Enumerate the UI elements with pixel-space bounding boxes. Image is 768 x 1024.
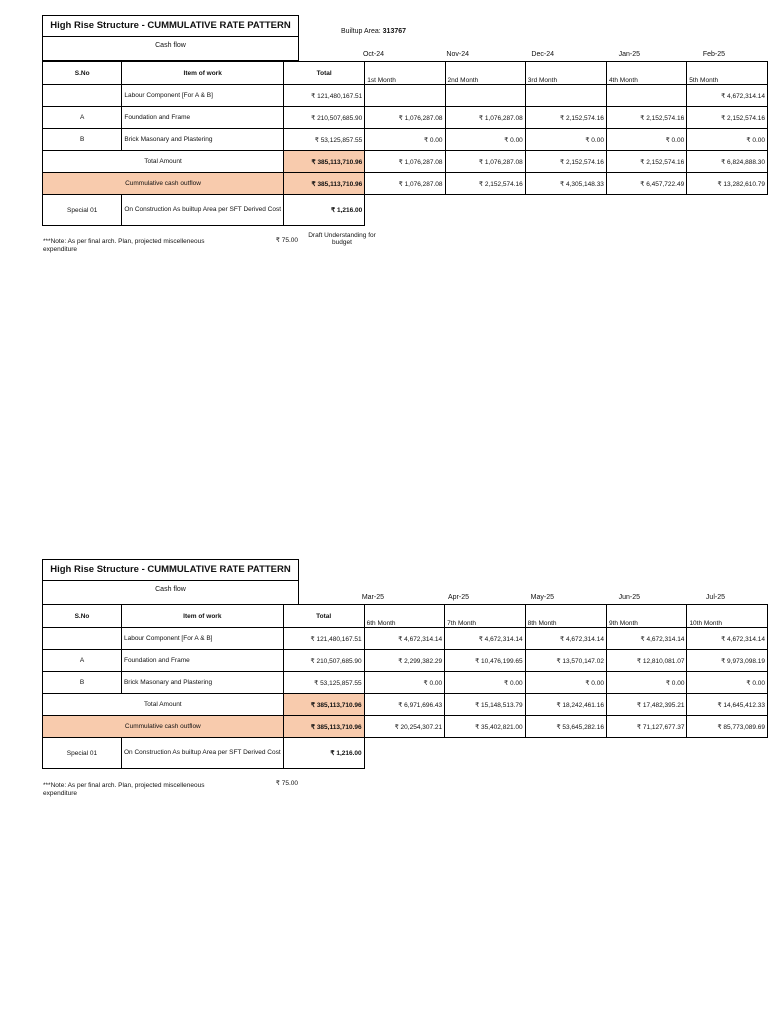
note-text: ***Note: As per final arch. Plan, projected miscelleneous expenditure xyxy=(43,782,205,797)
value-cell: ₹ 71,127,677.37 xyxy=(606,716,686,738)
month-label: 5th Month xyxy=(687,62,768,85)
builtup-value: 313767 xyxy=(382,28,407,35)
sno-cell: Special 01 xyxy=(43,738,122,769)
value-cell: ₹ 2,152,574.16 xyxy=(606,151,686,173)
sheet-title: High Rise Structure - CUMMULATIVE RATE PATTERN xyxy=(42,559,299,581)
value-cell: ₹ 6,457,722.49 xyxy=(606,173,686,195)
value-cell: ₹ 85,773,089.69 xyxy=(687,716,768,738)
value-cell: ₹ 0.00 xyxy=(364,672,444,694)
table-row xyxy=(43,628,768,650)
month-label: 4th Month xyxy=(606,62,686,85)
item-cell: Foundation and Frame xyxy=(121,650,283,672)
month-label: 10th Month xyxy=(687,605,768,628)
sno-cell: A xyxy=(43,650,122,672)
cumulative-label: Cummulative cash outflow xyxy=(43,173,284,195)
month-date: Apr-25 xyxy=(447,594,469,601)
value-cell: ₹ 1,076,287.08 xyxy=(445,107,525,129)
month-date: Jun-25 xyxy=(618,594,640,601)
value-cell: ₹ 1,076,287.08 xyxy=(365,151,445,173)
month-label: 1st Month xyxy=(365,62,445,85)
value-cell: ₹ 0.00 xyxy=(687,129,768,151)
value-cell: ₹ 15,148,513.79 xyxy=(445,694,525,716)
month-date: Nov-24 xyxy=(446,51,469,58)
value-cell xyxy=(525,85,606,107)
value-cell: ₹ 2,152,574.16 xyxy=(525,107,606,129)
value-cell: ₹ 0.00 xyxy=(687,672,768,694)
value-cell: ₹ 2,152,574.16 xyxy=(445,173,525,195)
note-amount: ₹ 75.00 xyxy=(275,237,298,244)
value-cell: ₹ 53,645,282.16 xyxy=(525,716,606,738)
sno-cell: A xyxy=(43,107,122,129)
cashflow-table xyxy=(42,604,768,769)
value-cell: ₹ 4,672,314.14 xyxy=(687,85,768,107)
month-date: Mar-25 xyxy=(361,594,384,601)
total-cell: ₹ 53,125,857.55 xyxy=(283,672,364,694)
sno-header: S.No xyxy=(43,62,122,85)
total-amount-label: Total Amount xyxy=(43,151,284,173)
value-cell: ₹ 17,482,395.21 xyxy=(606,694,686,716)
cumulative-row xyxy=(43,173,768,195)
value-cell: ₹ 0.00 xyxy=(445,672,525,694)
special-row xyxy=(43,738,768,769)
item-cell: On Construction As builtup Area per SFT Derived Cost xyxy=(122,195,284,226)
value-cell: ₹ 13,282,610.79 xyxy=(687,173,768,195)
value-cell: ₹ 35,402,821.00 xyxy=(445,716,525,738)
month-date: Feb-25 xyxy=(702,51,725,58)
month-date: May-25 xyxy=(530,594,554,601)
value-cell: ₹ 1,076,287.08 xyxy=(365,107,445,129)
sno-cell xyxy=(43,85,122,107)
month-label: 9th Month xyxy=(606,605,686,628)
cashflow-label: Cash flow xyxy=(42,581,299,605)
item-header: Item of work xyxy=(122,62,284,85)
value-cell: ₹ 13,570,147.02 xyxy=(525,650,606,672)
note-text: ***Note: As per final arch. Plan, projected miscelleneous expenditure xyxy=(43,238,205,253)
total-cell: ₹ 1,216.00 xyxy=(283,738,364,769)
total-cell: ₹ 1,216.00 xyxy=(284,195,365,226)
value-cell: ₹ 4,672,314.14 xyxy=(606,628,686,650)
total-cell: ₹ 210,507,685.90 xyxy=(284,107,365,129)
sno-cell: Special 01 xyxy=(43,195,122,226)
blank-area xyxy=(365,195,768,226)
value-cell: ₹ 4,672,314.14 xyxy=(687,628,768,650)
value-cell: ₹ 0.00 xyxy=(606,672,686,694)
table-row xyxy=(43,650,768,672)
value-cell xyxy=(445,85,525,107)
month-date: Oct-24 xyxy=(362,51,384,58)
value-cell: ₹ 12,810,081.07 xyxy=(606,650,686,672)
item-cell: Labour Component [For A & B] xyxy=(122,85,284,107)
sno-cell: B xyxy=(43,672,122,694)
total-cell: ₹ 385,113,710.96 xyxy=(283,716,364,738)
table-row xyxy=(43,107,768,129)
cumulative-row xyxy=(43,716,768,738)
month-label: 3rd Month xyxy=(525,62,606,85)
special-row xyxy=(43,195,768,226)
draft-note: Draft Understanding for budget xyxy=(308,232,376,246)
value-cell: ₹ 4,672,314.14 xyxy=(364,628,444,650)
total-cell: ₹ 121,480,167.51 xyxy=(284,85,365,107)
month-label: 2nd Month xyxy=(445,62,525,85)
total-cell: ₹ 210,507,685.90 xyxy=(283,650,364,672)
value-cell: ₹ 14,645,412.33 xyxy=(687,694,768,716)
table-row xyxy=(43,85,768,107)
cashflow-table xyxy=(42,61,768,226)
month-date: Dec-24 xyxy=(531,51,554,58)
value-cell: ₹ 18,242,461.16 xyxy=(525,694,606,716)
total-cell: ₹ 385,113,710.96 xyxy=(283,694,364,716)
value-cell xyxy=(365,85,445,107)
builtup-area xyxy=(341,28,406,35)
value-cell: ₹ 6,971,696.43 xyxy=(364,694,444,716)
value-cell: ₹ 2,152,574.16 xyxy=(687,107,768,129)
total-header: Total xyxy=(284,62,365,85)
sheet-title: High Rise Structure - CUMMULATIVE RATE PATTERN xyxy=(42,15,299,37)
value-cell: ₹ 0.00 xyxy=(445,129,525,151)
value-cell: ₹ 1,076,287.08 xyxy=(445,151,525,173)
total-cell: ₹ 53,125,857.55 xyxy=(284,129,365,151)
value-cell: ₹ 2,152,574.16 xyxy=(525,151,606,173)
table-row xyxy=(43,672,768,694)
header-row xyxy=(43,62,768,85)
value-cell: ₹ 4,305,148.33 xyxy=(525,173,606,195)
value-cell xyxy=(606,85,686,107)
value-cell: ₹ 0.00 xyxy=(525,129,606,151)
sno-header: S.No xyxy=(43,605,122,628)
item-cell: Labour Component [For A & B] xyxy=(121,628,283,650)
blank-area xyxy=(364,738,767,769)
sno-cell: B xyxy=(43,129,122,151)
total-cell: ₹ 385,113,710.96 xyxy=(284,151,365,173)
header-row xyxy=(43,605,768,628)
total-amount-row xyxy=(43,694,768,716)
value-cell: ₹ 20,254,307.21 xyxy=(364,716,444,738)
value-cell: ₹ 4,672,314.14 xyxy=(445,628,525,650)
table-row xyxy=(43,129,768,151)
note-amount: ₹ 75.00 xyxy=(275,780,298,787)
value-cell: ₹ 0.00 xyxy=(525,672,606,694)
item-header: Item of work xyxy=(121,605,283,628)
month-label: 7th Month xyxy=(445,605,525,628)
item-cell: On Construction As builtup Area per SFT Derived Cost xyxy=(121,738,283,769)
value-cell: ₹ 9,973,098.19 xyxy=(687,650,768,672)
month-label: 8th Month xyxy=(525,605,606,628)
total-cell: ₹ 121,480,167.51 xyxy=(283,628,364,650)
item-cell: Foundation and Frame xyxy=(122,107,284,129)
month-label: 6th Month xyxy=(364,605,444,628)
total-cell: ₹ 385,113,710.96 xyxy=(284,173,365,195)
value-cell: ₹ 1,076,287.08 xyxy=(365,173,445,195)
item-cell: Brick Masonary and Plastering xyxy=(121,672,283,694)
cumulative-label: Cummulative cash outflow xyxy=(43,716,284,738)
month-date: Jul-25 xyxy=(705,594,725,601)
value-cell: ₹ 2,299,382.29 xyxy=(364,650,444,672)
total-header: Total xyxy=(283,605,364,628)
value-cell: ₹ 2,152,574.16 xyxy=(606,107,686,129)
value-cell: ₹ 10,476,199.65 xyxy=(445,650,525,672)
builtup-label: Builtup Area: xyxy=(341,28,381,35)
value-cell: ₹ 4,672,314.14 xyxy=(525,628,606,650)
cashflow-label: Cash flow xyxy=(42,37,299,61)
value-cell: ₹ 0.00 xyxy=(606,129,686,151)
value-cell: ₹ 6,824,888.30 xyxy=(687,151,768,173)
item-cell: Brick Masonary and Plastering xyxy=(122,129,284,151)
sno-cell xyxy=(43,628,122,650)
total-amount-row xyxy=(43,151,768,173)
value-cell: ₹ 0.00 xyxy=(365,129,445,151)
month-date: Jan-25 xyxy=(618,51,640,58)
total-amount-label: Total Amount xyxy=(43,694,284,716)
